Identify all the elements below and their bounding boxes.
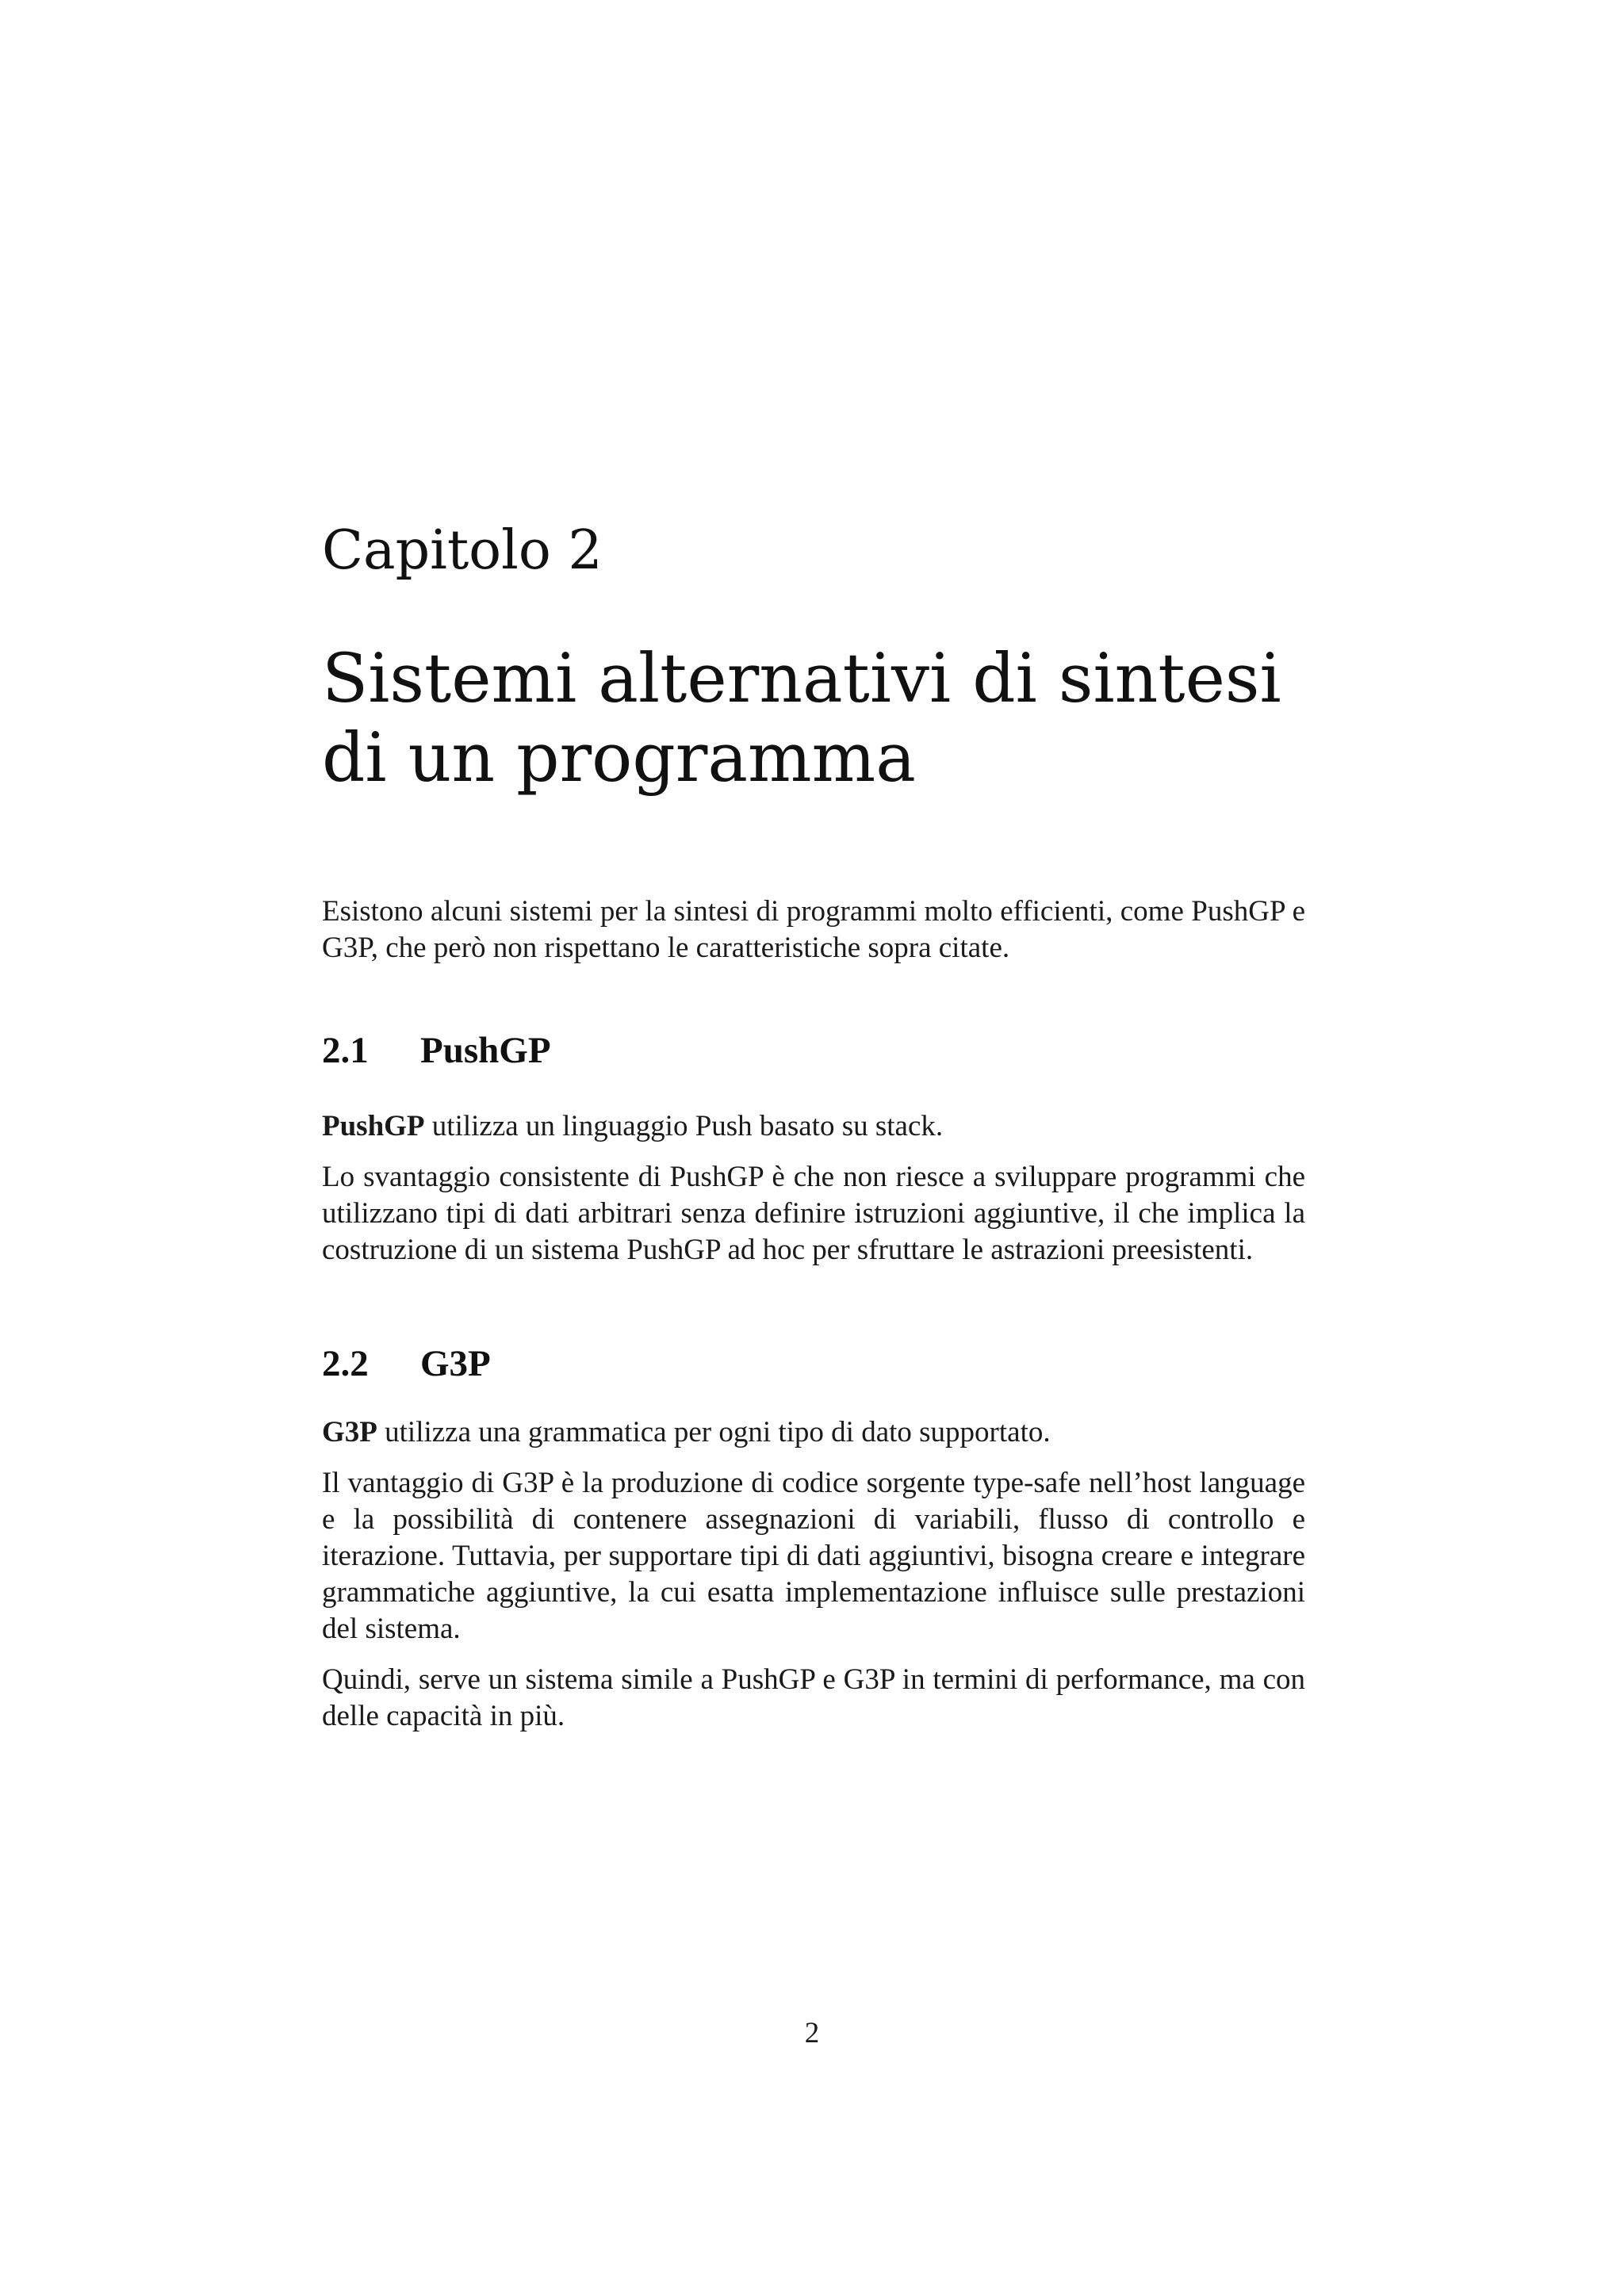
page-content (322, 519, 1305, 1735)
section-heading-g3p (322, 1341, 1305, 1386)
bold-term: PushGP (322, 1110, 425, 1142)
body-paragraph: Quindi, serve un sistema simile a PushGP e G3P in termini di performance, ma con delle capacità in più. (322, 1663, 1305, 1732)
section-title: PushGP (420, 1030, 551, 1071)
lead-text: utilizza un linguaggio Push basato su stack. (424, 1110, 944, 1142)
body-paragraph: Il vantaggio di G3P è la produzione di codice sorgente type-safe nell’host language e la possibilità di contenere assegnazioni di variabili, flusso di controllo e iterazione. Tuttavia, per supportare tipi di dati aggiuntivi, bisogna creare e integrare grammatiche aggiuntive, la cui esatta implementazione influisce sulle prestazioni del sistema. (322, 1467, 1305, 1645)
body-paragraph: Lo svantaggio consistente di PushGP è che non riesce a sviluppare programmi che utilizzano tipi di dati arbitrari senza definire istruzioni aggiuntive, il che implica la costruzione di un sistema PushGP ad hoc per sfruttare le astrazioni preesistenti. (322, 1161, 1305, 1266)
section-heading-pushgp (322, 1028, 1305, 1073)
chapter-label: Capitolo 2 (322, 519, 603, 582)
section-number: 2.1 (322, 1030, 369, 1071)
section-number: 2.2 (322, 1343, 369, 1384)
section-title: G3P (420, 1343, 491, 1384)
lead-text: utilizza una grammatica per ogni tipo di dato supportato. (377, 1416, 1051, 1448)
intro-paragraph: Esistono alcuni sistemi per la sintesi di programmi molto efficienti, come PushGP e G3P, che però non rispettano le caratteristiche sopra citate. (322, 895, 1305, 964)
section-lead-paragraph (322, 1414, 1305, 1451)
bold-term: G3P (322, 1416, 377, 1448)
chapter-title: Sistemi alternativi di sintesi di un programma (322, 640, 1281, 798)
page-number: 2 (804, 2017, 820, 2049)
section-lead-paragraph (322, 1108, 1305, 1145)
